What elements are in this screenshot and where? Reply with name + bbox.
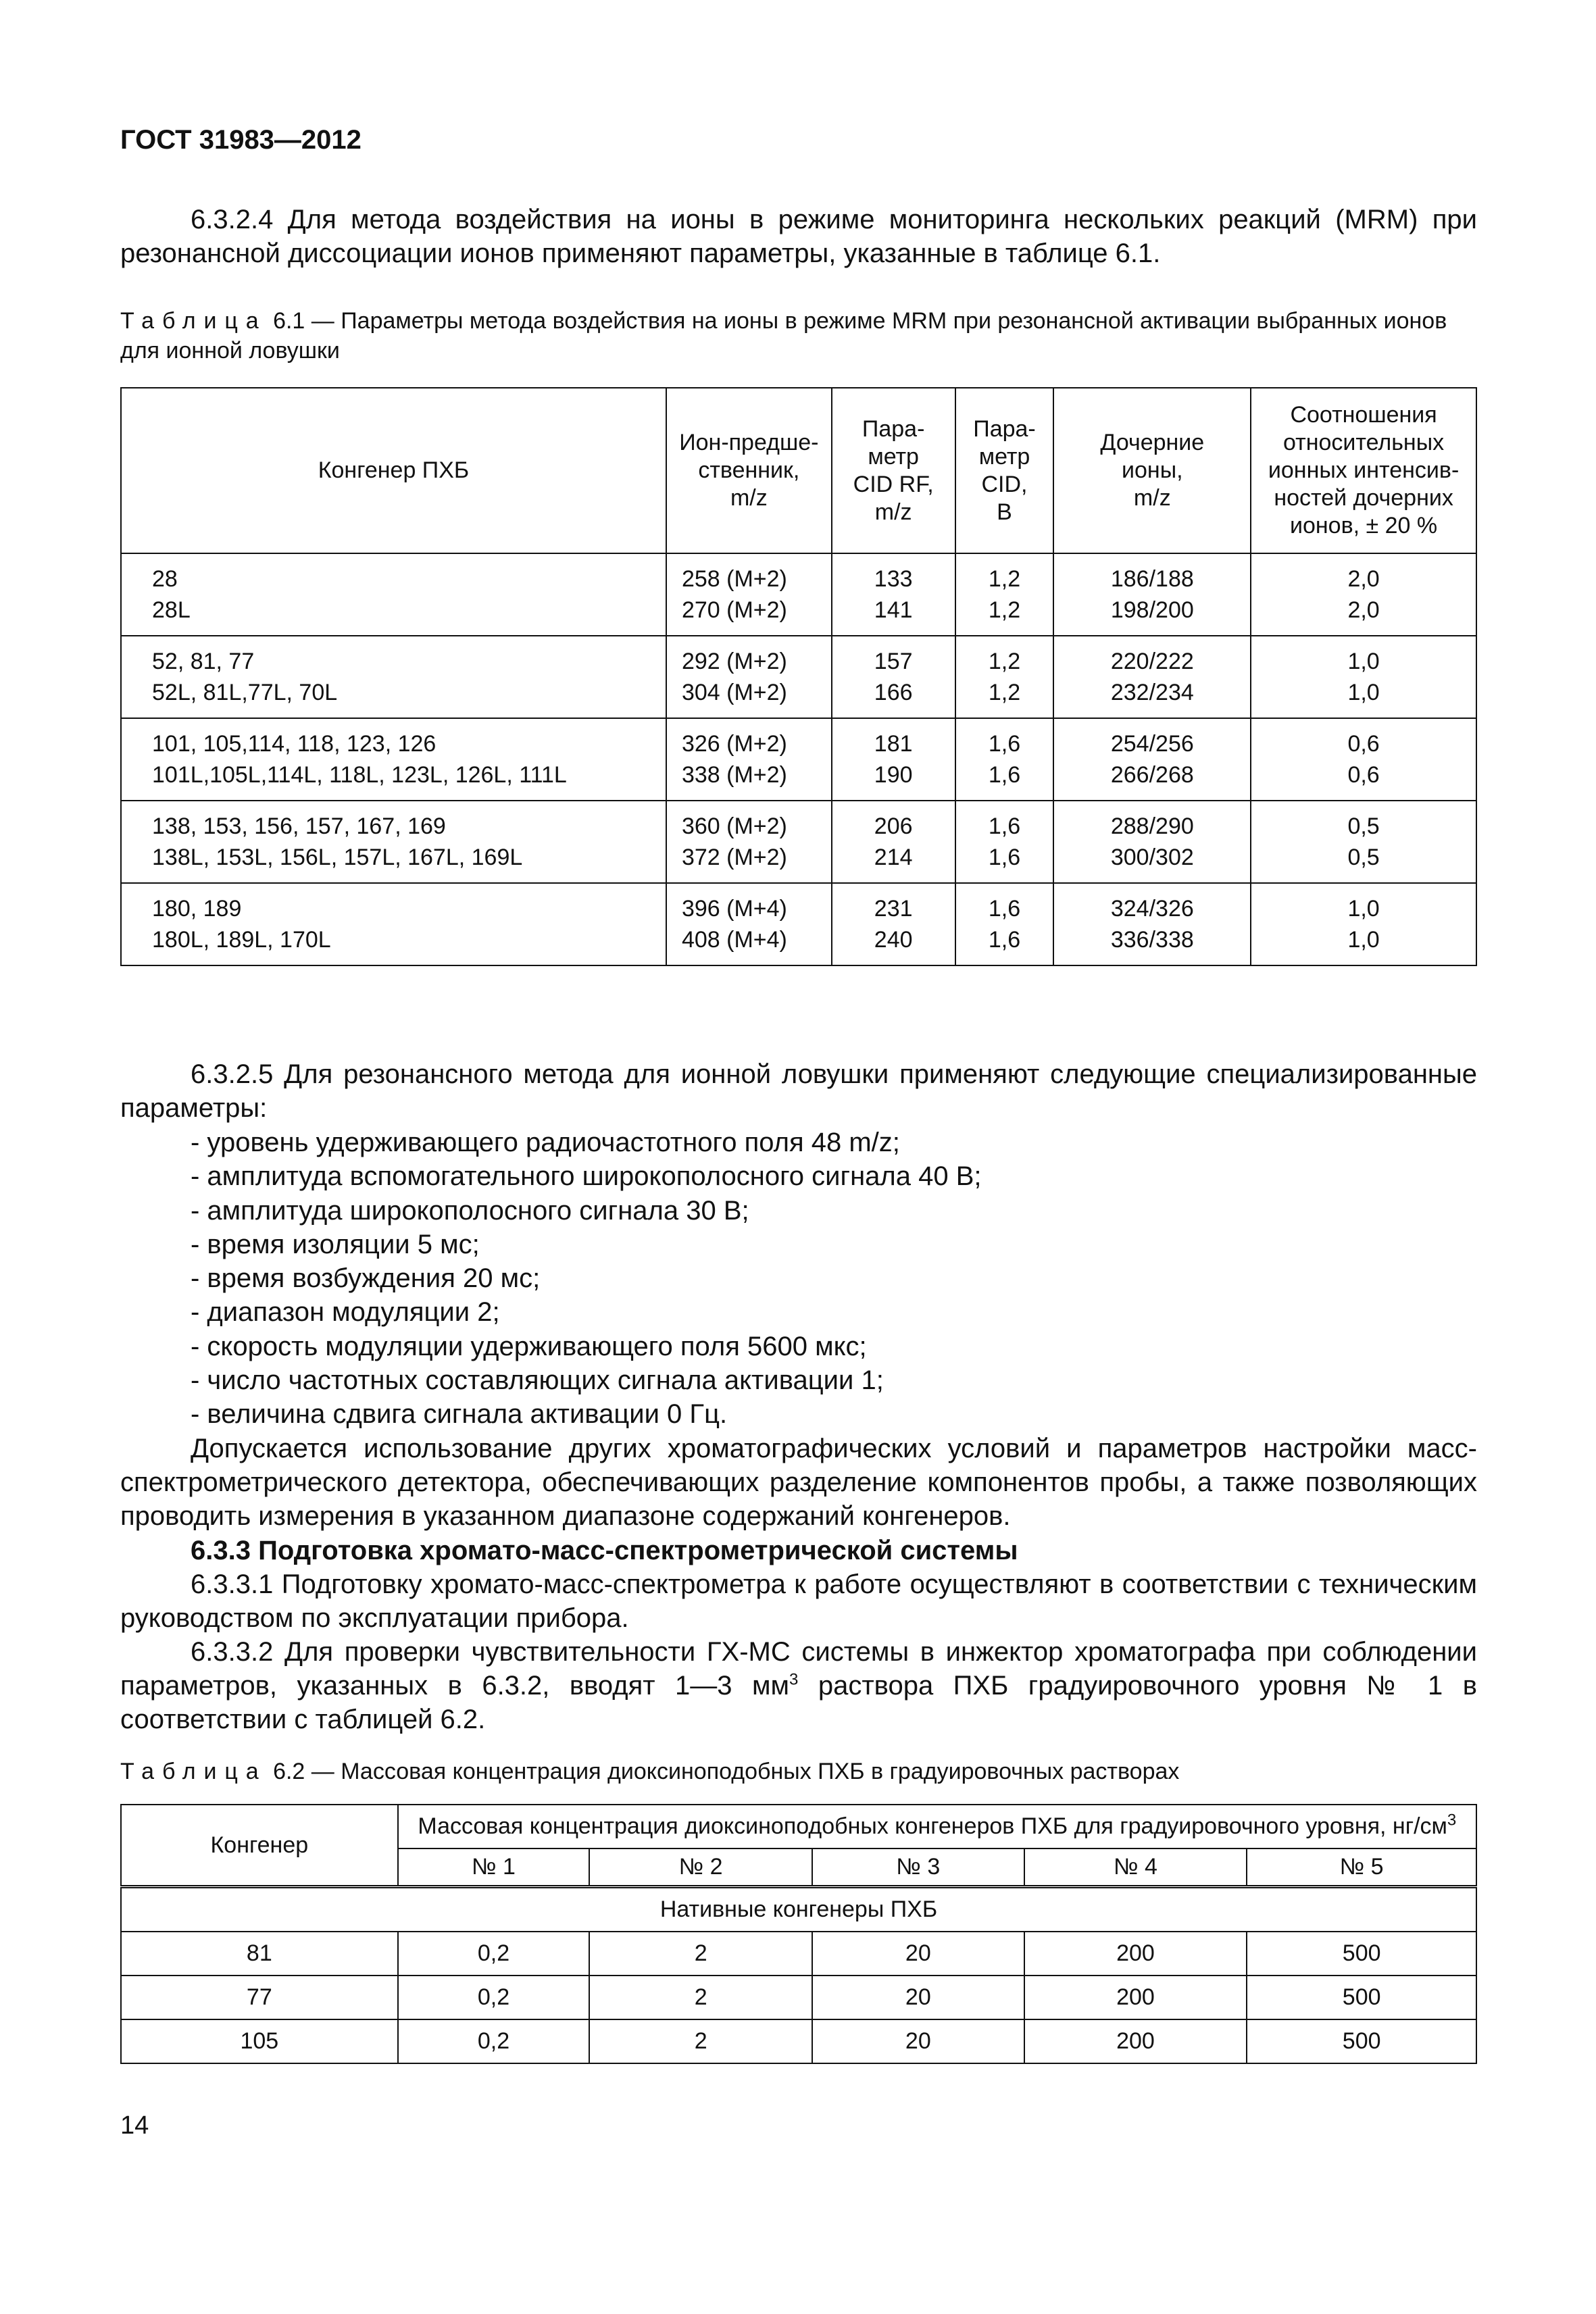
- list-item: - амплитуда широкополосного сигнала 30 В;: [191, 1195, 749, 1226]
- t2-cell-level-2: 2: [589, 2019, 812, 2063]
- table2-caption: [120, 1757, 1477, 1786]
- t1-cell-precursor: 258 (M+2) 270 (M+2): [666, 553, 832, 636]
- t1-cell-cid-rf: 181 190: [832, 718, 955, 801]
- t2-cell-level-5: 500: [1247, 2019, 1476, 2063]
- t1-cell-cid: 1,6 1,6: [955, 883, 1054, 965]
- t1-cell-cid: 1,2 1,2: [955, 636, 1054, 718]
- t2-section-native: Нативные конгенеры ПХБ: [121, 1887, 1476, 1932]
- t1-cell-precursor: 360 (M+2) 372 (M+2): [666, 801, 832, 883]
- t1-cell-congener: 52, 81, 77 52L, 81L,77L, 70L: [121, 636, 666, 718]
- t2-cell-level-4: 200: [1024, 1932, 1247, 1976]
- page-number: 14: [120, 2111, 149, 2140]
- table-row: [121, 2019, 1476, 2063]
- table-row: [121, 718, 1476, 801]
- t1-cell-ratio: 2,0 2,0: [1251, 553, 1476, 636]
- t1-cell-cid-rf: 206 214: [832, 801, 955, 883]
- t1-cell-ratio: 1,0 1,0: [1251, 883, 1476, 965]
- table-row: [121, 1932, 1476, 1976]
- t2-header-level-3: № 3: [812, 1848, 1024, 1887]
- paragraph-allowed: Допускается использование других хроматографических условий и параметров настройки масс-спектрометрического детектора, обеспечивающих разделение компонентов пробы, а также позволяющих проводить измерения в указанном диапазоне содержаний конгенеров.: [120, 1434, 1477, 1531]
- t1-cell-congener: 138, 153, 156, 157, 167, 169 138L, 153L, 156L, 157L, 167L, 169L: [121, 801, 666, 883]
- t1-cell-precursor: 396 (M+4) 408 (M+4): [666, 883, 832, 965]
- t1-cell-cid: 1,6 1,6: [955, 718, 1054, 801]
- t2-header-level-1: № 1: [398, 1848, 590, 1887]
- table-6-1: [120, 387, 1477, 966]
- t2-cell-level-2: 2: [589, 1976, 812, 2019]
- paragraph-6-3-3-1: 6.3.3.1 Подготовку хромато-масс-спектрометра к работе осуществляют в соответствии с техническим руководством по эксплуатации прибора.: [120, 1569, 1477, 1633]
- t1-cell-precursor: 292 (M+2) 304 (M+2): [666, 636, 832, 718]
- t1-cell-congener: 101, 105,114, 118, 123, 126 101L,105L,114L, 118L, 123L, 126L, 111L: [121, 718, 666, 801]
- list-item: - амплитуда вспомогательного широкополосного сигнала 40 В;: [191, 1161, 982, 1192]
- t1-cell-daughter: 186/188 198/200: [1053, 553, 1251, 636]
- t1-cell-cid: 1,2 1,2: [955, 553, 1054, 636]
- t2-cell-congener: 105: [121, 2019, 398, 2063]
- t2-cell-congener: 77: [121, 1976, 398, 2019]
- t1-header-cid: Пара- метр CID, В: [955, 388, 1054, 553]
- t2-cell-level-3: 20: [812, 1932, 1024, 1976]
- list-item: - диапазон модуляции 2;: [191, 1297, 500, 1328]
- t2-cell-level-2: 2: [589, 1932, 812, 1976]
- list-item: - время возбуждения 20 мс;: [191, 1263, 541, 1294]
- paragraph-6-3-2-5: 6.3.2.5 Для резонансного метода для ионной ловушки применяют следующие специализированные параметры:: [120, 1059, 1477, 1123]
- t2-header-level-2: № 2: [589, 1848, 812, 1887]
- t2-header-congener: Конгенер: [121, 1805, 398, 1887]
- t1-cell-ratio: 0,5 0,5: [1251, 801, 1476, 883]
- t1-cell-ratio: 1,0 1,0: [1251, 636, 1476, 718]
- t1-cell-cid-rf: 157 166: [832, 636, 955, 718]
- t1-cell-precursor: 326 (M+2) 338 (M+2): [666, 718, 832, 801]
- t2-cell-level-1: 0,2: [398, 1932, 590, 1976]
- t1-header-daughter: Дочерние ионы, m/z: [1053, 388, 1251, 553]
- t2-cell-level-5: 500: [1247, 1976, 1476, 2019]
- table2-section-row: [121, 1887, 1476, 1932]
- t2-cell-congener: 81: [121, 1932, 398, 1976]
- t1-cell-daughter: 254/256 266/268: [1053, 718, 1251, 801]
- t1-cell-daughter: 220/222 232/234: [1053, 636, 1251, 718]
- t1-cell-ratio: 0,6 0,6: [1251, 718, 1476, 801]
- table1-header-row: [121, 388, 1476, 553]
- table-row: [121, 801, 1476, 883]
- list-item: - число частотных составляющих сигнала активации 1;: [191, 1365, 884, 1396]
- t2-header-level-4: № 4: [1024, 1848, 1247, 1887]
- document-header: ГОСТ 31983—2012: [120, 125, 361, 155]
- t1-header-ratio: Соотношения относительных ионных интенсив- ностей дочерних ионов, ± 20 %: [1251, 388, 1476, 553]
- t1-cell-cid: 1,6 1,6: [955, 801, 1054, 883]
- t2-cell-level-1: 0,2: [398, 1976, 590, 2019]
- t1-cell-congener: 28 28L: [121, 553, 666, 636]
- table-row: [121, 1976, 1476, 2019]
- t1-header-congener: Конгенер ПХБ: [121, 388, 666, 553]
- t2-cell-level-5: 500: [1247, 1932, 1476, 1976]
- t2-cell-level-1: 0,2: [398, 2019, 590, 2063]
- table2-caption-label: Таблица: [120, 1759, 267, 1784]
- table2-caption-text: 6.2 — Массовая концентрация диоксиноподобных ПХБ в градуировочных растворах: [266, 1759, 1180, 1784]
- paragraph-6-3-3-2: 6.3.3.2 Для проверки чувствительности ГХ-МС системы в инжектор хроматографа при соблюдении параметров, указанных в 6.3.2, вводят 1—3 $мм^3$ раствора ПХБ градуировочного уровня № 1 в соответствии с таблицей 6.2.: [120, 1637, 1477, 1734]
- list-item: - время изоляции 5 мс;: [191, 1229, 480, 1259]
- list-item: - скорость модуляции удерживающего поля 5600 мкс;: [191, 1331, 867, 1361]
- table1-caption: [120, 306, 1477, 366]
- table-row: [121, 883, 1476, 965]
- section-heading-6-3-3: 6.3.3 Подготовка хромато-масс-спектрометрической системы: [191, 1536, 1018, 1565]
- t2-header-concentration: Массовая концентрация диоксиноподобных конгенеров ПХБ для градуировочного уровня, $нг/см^3$: [398, 1805, 1476, 1848]
- t1-header-cid-rf: Пара- метр CID RF, m/z: [832, 388, 955, 553]
- table2-header-row: [121, 1805, 1476, 1848]
- table-row: [121, 553, 1476, 636]
- table1-caption-label: Таблица: [120, 308, 267, 334]
- t2-header-level-5: № 5: [1247, 1848, 1476, 1887]
- t1-cell-congener: 180, 189 180L, 189L, 170L: [121, 883, 666, 965]
- t1-cell-daughter: 324/326 336/338: [1053, 883, 1251, 965]
- table-6-2: [120, 1804, 1477, 2064]
- list-item: - уровень удерживающего радиочастотного поля 48 m/z;: [191, 1128, 900, 1157]
- t2-cell-level-3: 20: [812, 2019, 1024, 2063]
- t1-header-precursor: Ион-предше- ственник, m/z: [666, 388, 832, 553]
- list-item: - величина сдвига сигнала активации 0 Гц.: [191, 1399, 728, 1430]
- t1-cell-cid-rf: 231 240: [832, 883, 955, 965]
- t2-cell-level-4: 200: [1024, 2019, 1247, 2063]
- parameter-list: [191, 1126, 982, 1432]
- table1-caption-text: 6.1 — Параметры метода воздействия на ионы в режиме MRM при резонансной активации выбранных ионов для ионной ловушки: [120, 308, 1447, 363]
- paragraph-6-3-2-4: 6.3.2.4 Для метода воздействия на ионы в режиме мониторинга нескольких реакций (MRM) при резонансной диссоциации ионов применяют параметры, указанные в таблице 6.1.: [120, 205, 1477, 268]
- t1-cell-daughter: 288/290 300/302: [1053, 801, 1251, 883]
- table-row: [121, 636, 1476, 718]
- t1-cell-cid-rf: 133 141: [832, 553, 955, 636]
- t2-cell-level-4: 200: [1024, 1976, 1247, 2019]
- t2-cell-level-3: 20: [812, 1976, 1024, 2019]
